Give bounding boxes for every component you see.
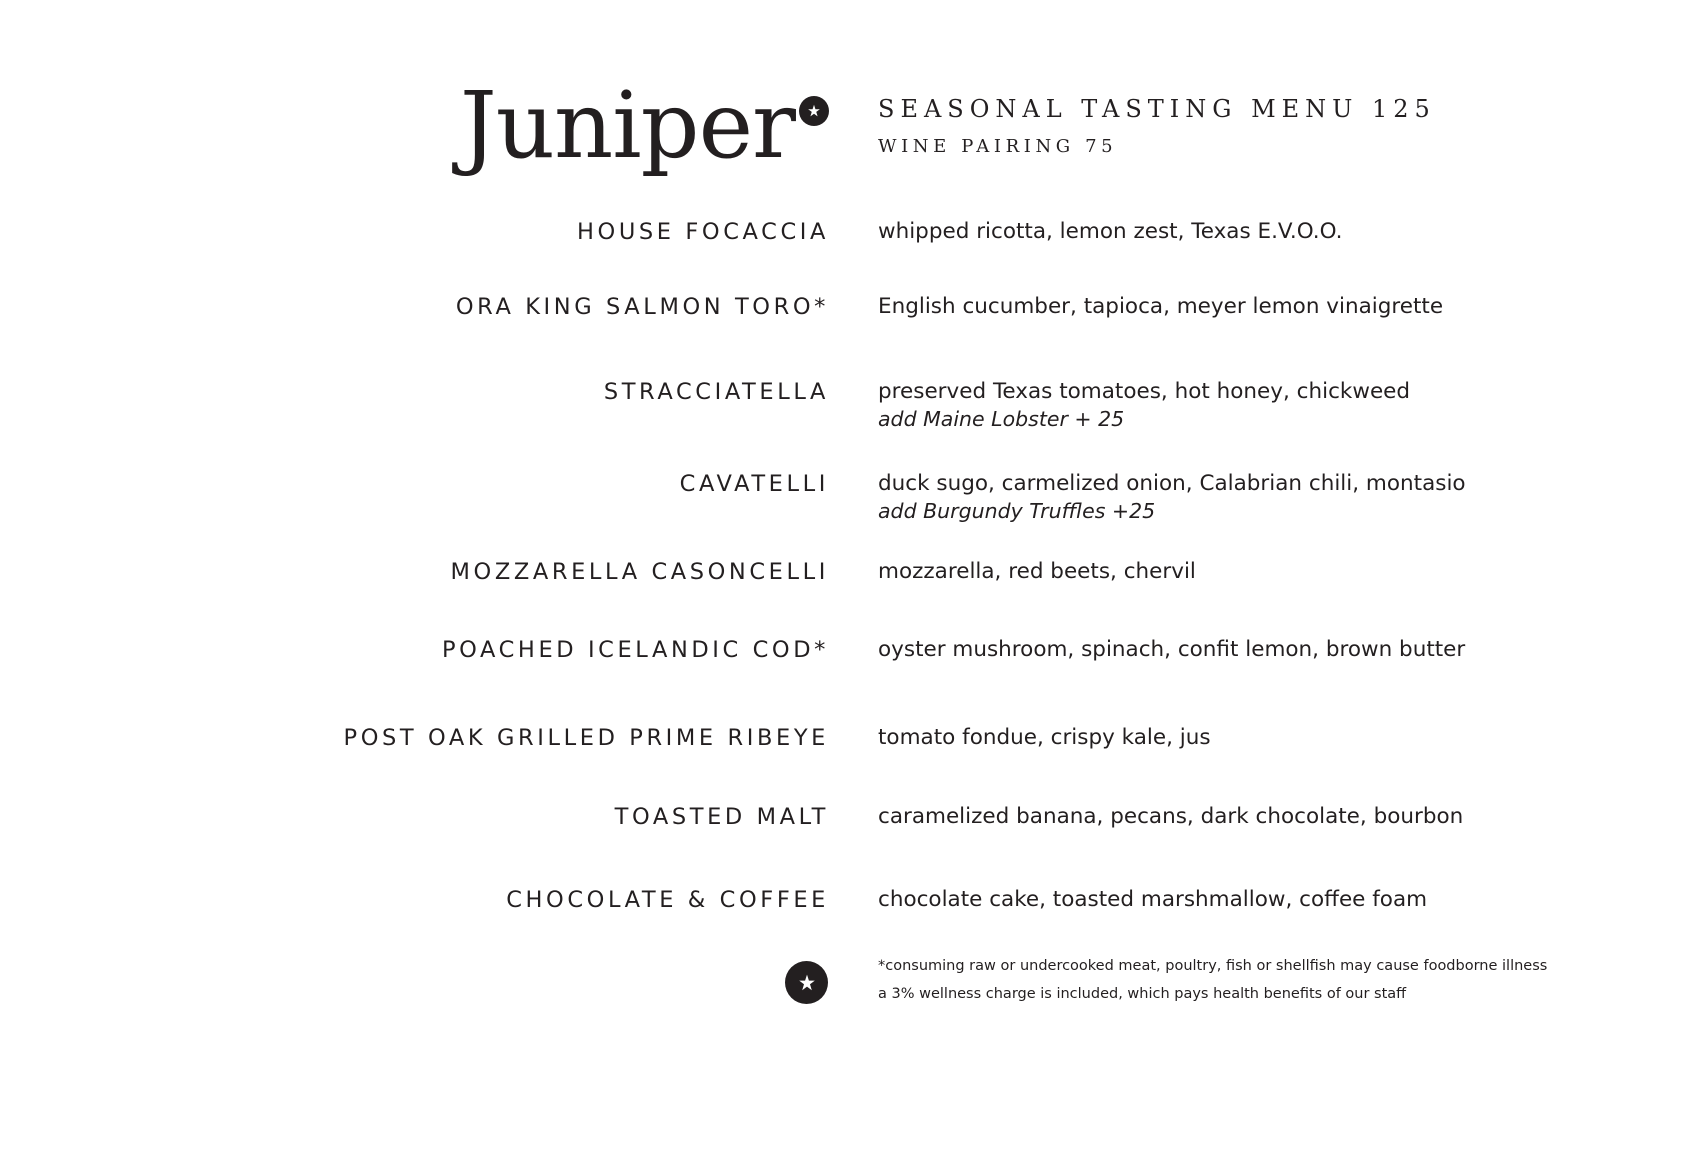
juniper-berry-icon	[799, 96, 829, 126]
brand-logo	[459, 72, 829, 179]
course-description: whipped ricotta, lemon zest, Texas E.V.O.O.	[878, 219, 1343, 244]
course-name: POACHED ICELANDIC COD*	[441, 637, 829, 663]
course-description: oyster mushroom, spinach, confit lemon, brown butter	[878, 637, 1466, 662]
course-name: HOUSE FOCACCIA	[577, 219, 829, 245]
course-name: POST OAK GRILLED PRIME RIBEYE	[343, 725, 829, 751]
course-name: MOZZARELLA CASONCELLI	[450, 559, 829, 585]
course-description: caramelized banana, pecans, dark chocolate, bourbon	[878, 804, 1464, 829]
course-name: TOASTED MALT	[614, 804, 829, 830]
course-addon: add Maine Lobster + 25	[878, 407, 1125, 431]
course-description: duck sugo, carmelized onion, Calabrian chili, montasio	[878, 471, 1466, 496]
course-name: CAVATELLI	[679, 471, 829, 497]
course-name: CHOCOLATE & COFFEE	[506, 887, 829, 913]
tasting-menu-price: SEASONAL TASTING MENU 125	[878, 95, 1436, 123]
course-description: preserved Texas tomatoes, hot honey, chickweed	[878, 379, 1411, 404]
course-description: mozzarella, red beets, chervil	[878, 559, 1196, 584]
course-name: ORA KING SALMON TORO*	[455, 294, 829, 320]
course-description: chocolate cake, toasted marshmallow, coffee foam	[878, 887, 1428, 912]
course-addon: add Burgundy Truffles +25	[878, 499, 1156, 523]
brand-name: Juniper	[459, 72, 795, 179]
wine-pairing-price: WINE PAIRING 75	[878, 136, 1118, 157]
wellness-charge-notice: a 3% wellness charge is included, which pays health benefits of our staff	[878, 986, 1407, 1002]
course-description: English cucumber, tapioca, meyer lemon vinaigrette	[878, 294, 1444, 319]
course-name: STRACCIATELLA	[603, 379, 829, 405]
foodborne-illness-notice: *consuming raw or undercooked meat, poultry, fish or shellfish may cause foodborne illness	[878, 958, 1548, 974]
juniper-berry-icon	[785, 961, 828, 1004]
course-description: tomato fondue, crispy kale, jus	[878, 725, 1211, 750]
